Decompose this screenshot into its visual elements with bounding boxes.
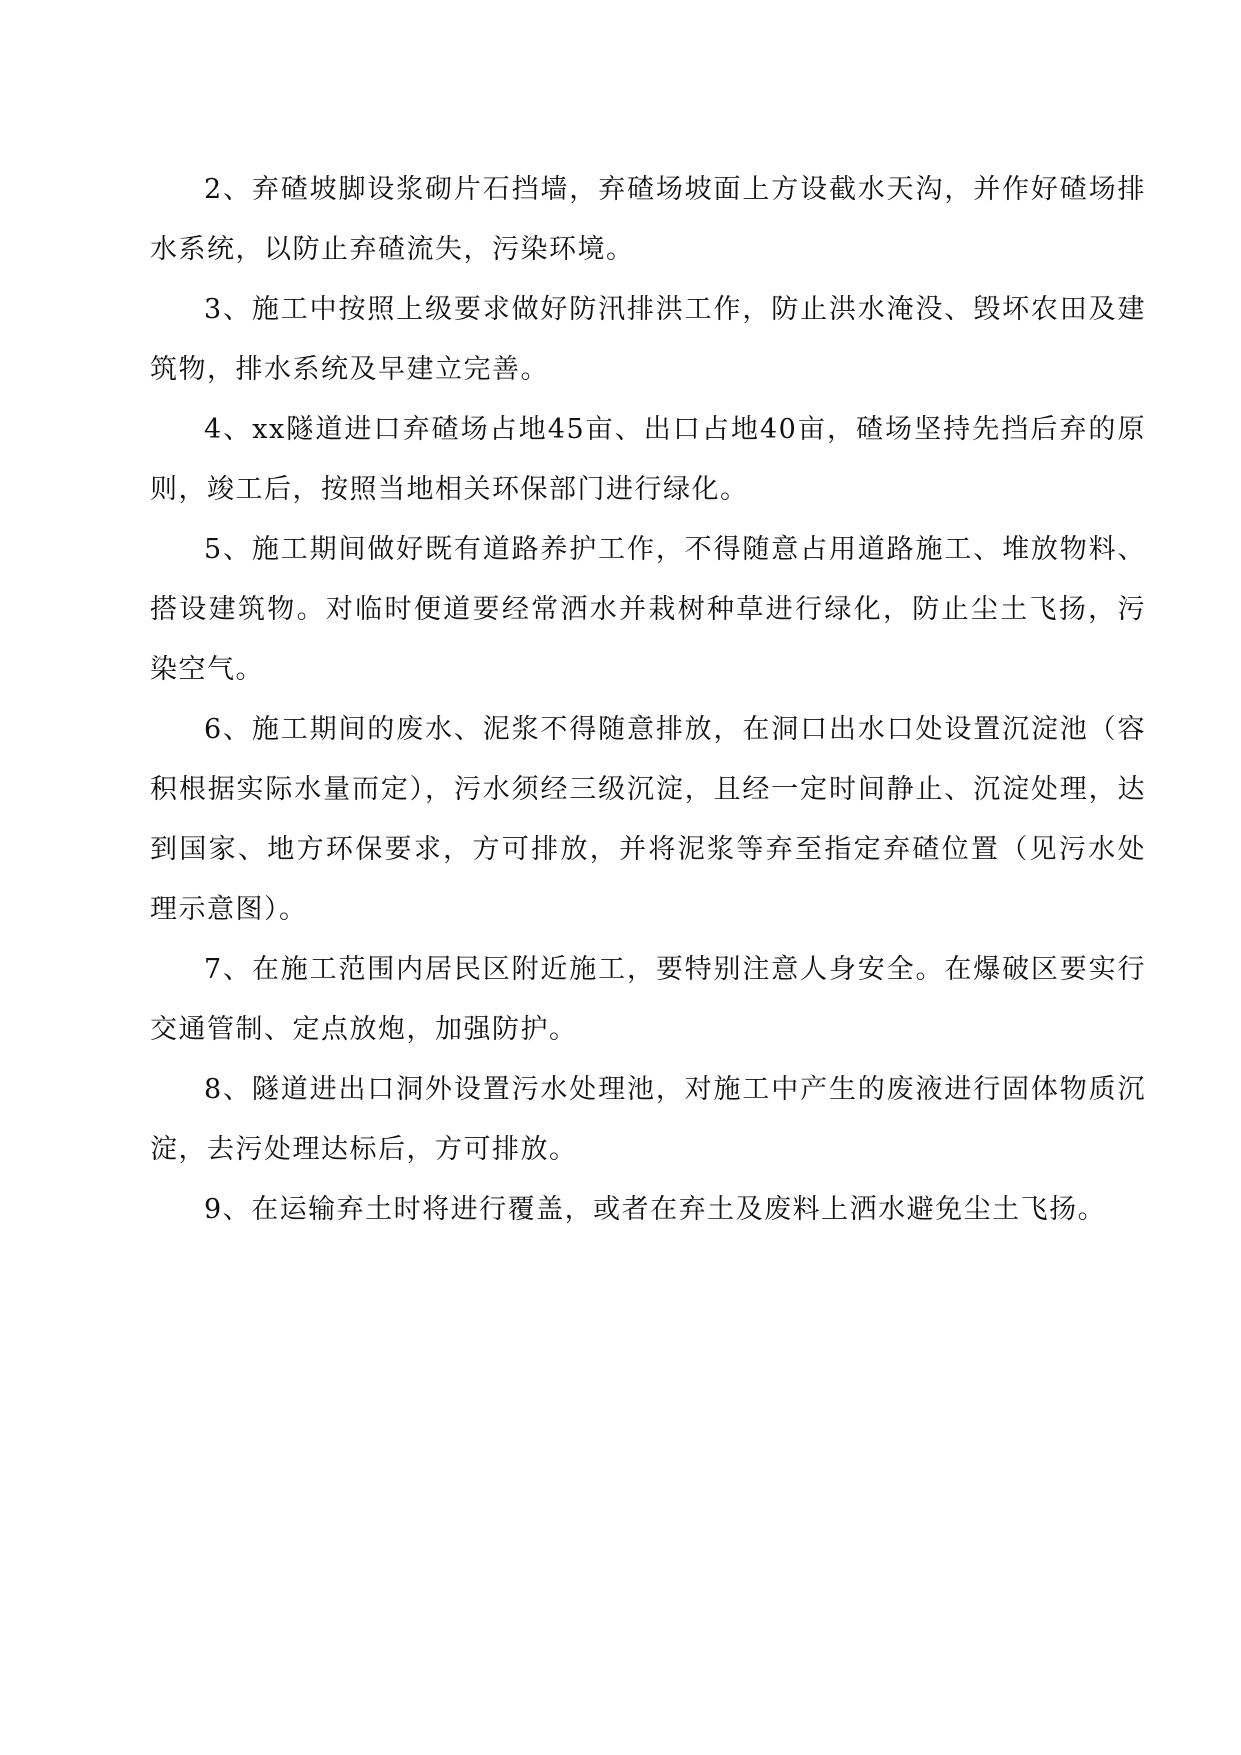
paragraph-item-8: 8、隧道进出口洞外设置污水处理池，对施工中产生的废液进行固体物质沉淀，去污处理达标后，方可排放。	[150, 1074, 1146, 1165]
paragraph-item-2: 2、弃碴坡脚设浆砌片石挡墙，弃碴场坡面上方设截水天沟，并作好碴场排水系统，以防止弃碴流失，污染环境。	[150, 174, 1146, 265]
paragraph-item-5: 5、施工期间做好既有道路养护工作，不得随意占用道路施工、堆放物料、搭设建筑物。对临时便道要经常洒水并栽树种草进行绿化，防止尘土飞扬，污染空气。	[150, 534, 1146, 685]
paragraph-item-4: 4、xx隧道进口弃碴场占地45亩、出口占地40亩，碴场坚持先挡后弃的原则，竣工后，按照当地相关环保部门进行绿化。	[150, 414, 1146, 505]
paragraph-item-9: 9、在运输弃土时将进行覆盖，或者在弃土及废料上洒水避免尘土飞扬。	[204, 1194, 1107, 1225]
paragraph-item-3: 3、施工中按照上级要求做好防汛排洪工作，防止洪水淹没、毁坏农田及建筑物，排水系统及早建立完善。	[150, 294, 1146, 385]
paragraph-item-6: 6、施工期间的废水、泥浆不得随意排放，在洞口出水口处设置沉淀池（容积根据实际水量而定），污水须经三级沉淀，且经一定时间静止、沉淀处理，达到国家、地方环保要求，方可排放，并将泥浆等弃至指定弃碴位置（见污水处理示意图）。	[150, 714, 1146, 925]
document-body	[150, 160, 1146, 1240]
paragraph-item-7: 7、在施工范围内居民区附近施工，要特别注意人身安全。在爆破区要实行交通管制、定点放炮，加强防护。	[150, 954, 1146, 1045]
